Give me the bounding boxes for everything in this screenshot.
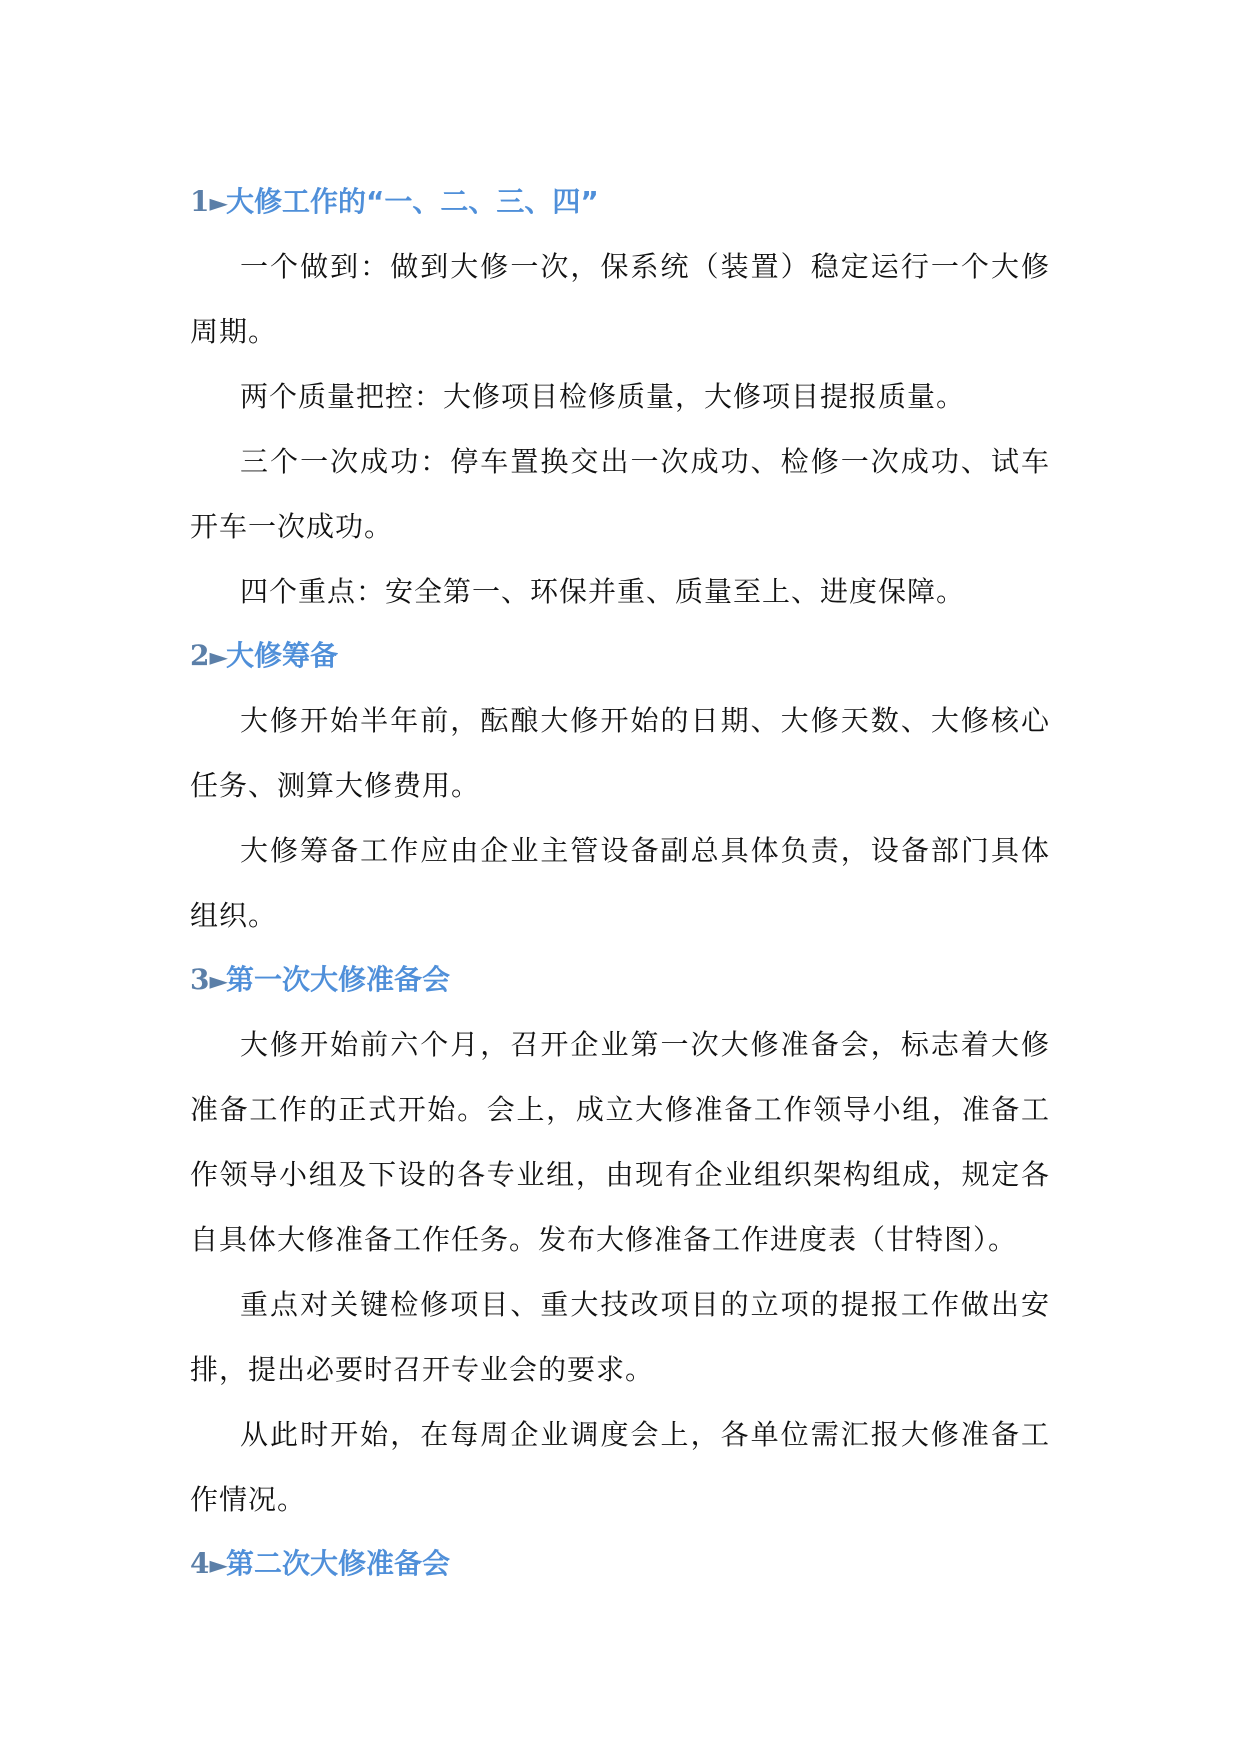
- section-heading: [190, 948, 1050, 1012]
- paragraph: 一个做到：做到大修一次，保系统（装置）稳定运行一个大修周期。: [190, 250, 1050, 348]
- section-number: 4: [190, 1547, 210, 1580]
- section-title: 第二次大修准备会: [225, 1547, 450, 1580]
- paragraph: 从此时开始，在每周企业调度会上，各单位需汇报大修准备工作情况。: [190, 1418, 1050, 1516]
- paragraph: 三个一次成功：停车置换交出一次成功、检修一次成功、试车开车一次成功。: [190, 445, 1050, 543]
- section-2: [190, 624, 1050, 948]
- paragraph: 两个质量把控：大修项目检修质量，大修项目提报质量。: [240, 380, 966, 413]
- section-heading: [190, 624, 1050, 688]
- paragraph: 四个重点：安全第一、环保并重、质量至上、进度保障。: [240, 575, 966, 608]
- paragraph: 大修开始前六个月，召开企业第一次大修准备会，标志着大修准备工作的正式开始。会上，成立大修准备工作领导小组，准备工作领导小组及下设的各专业组，由现有企业组织架构组成，规定各自具体大修准备工作任务。发布大修准备工作进度表（甘特图）。: [190, 1028, 1050, 1256]
- section-heading: [190, 1532, 1050, 1596]
- section-number: 2: [190, 639, 210, 672]
- section-3: [190, 948, 1050, 1532]
- arrow-icon: ►: [209, 967, 226, 995]
- paragraph: 重点对关键检修项目、重大技改项目的立项的提报工作做出安排，提出必要时召开专业会的要求。: [190, 1288, 1050, 1386]
- paragraph: 大修筹备工作应由企业主管设备副总具体负责，设备部门具体组织。: [190, 834, 1050, 932]
- section-title: 大修筹备: [225, 639, 338, 672]
- section-heading: [190, 170, 1050, 234]
- section-4: [190, 1532, 1050, 1596]
- arrow-icon: ►: [209, 643, 226, 671]
- section-number: 3: [190, 963, 210, 996]
- document-page: [190, 170, 1050, 1596]
- arrow-icon: ►: [209, 1551, 226, 1579]
- arrow-icon: ►: [209, 189, 226, 217]
- paragraph: 大修开始半年前，酝酿大修开始的日期、大修天数、大修核心任务、测算大修费用。: [190, 704, 1050, 802]
- section-1: [190, 170, 1050, 624]
- section-title: 第一次大修准备会: [225, 963, 450, 996]
- section-number: 1: [190, 185, 210, 218]
- section-title: 大修工作的“一、二、三、四”: [225, 185, 599, 218]
